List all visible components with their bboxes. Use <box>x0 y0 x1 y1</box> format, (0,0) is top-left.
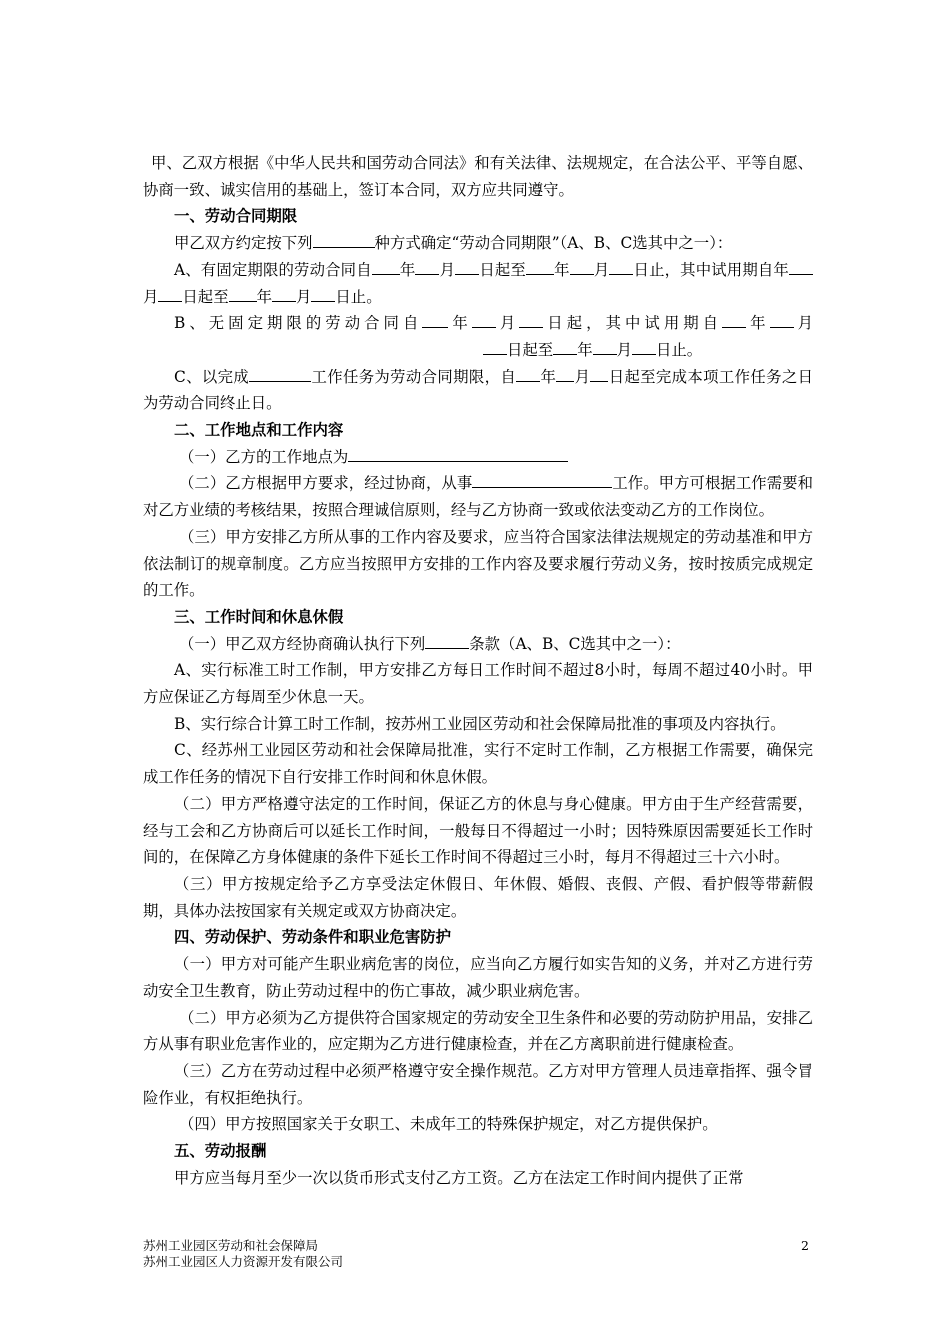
blank-field[interactable] <box>229 286 257 302</box>
blank-field[interactable] <box>553 339 577 355</box>
section-3-choice: （一）甲乙双方经协商确认执行下列 条款（A、B、C选其中之一）： <box>179 634 681 653</box>
section-3-option-b: B、实行综合计算工时工作制，按苏州工业园区劳动和社会保障局批准的事项及内容执行。 <box>174 714 786 733</box>
section-4-item-2: （二）甲方必须为乙方提供符合国家规定的劳动安全卫生条件和必要的劳动防护用品，安排乙方从事有职业危害作业的，应定期为乙方进行健康检查，并在乙方离职前进行健康检查。 <box>143 1008 813 1054</box>
section-1-choice: 甲乙双方约定按下列 种方式确定“劳动合同期限”（A、B、C选其中之一）： <box>174 234 733 253</box>
blank-field[interactable] <box>158 286 182 302</box>
section-1-heading: 一、劳动合同期限 <box>174 207 298 226</box>
section-4-item-1: （一）甲方对可能产生职业病危害的岗位，应当向乙方履行如实告知的义务，并对乙方进行劳动安全卫生教育，防止劳动过程中的伤亡事故，减少职业病危害。 <box>143 955 813 1000</box>
section-3-heading: 三、工作时间和休息休假 <box>174 607 344 626</box>
section-3-option-a: A、实行标准工时工作制，甲方安排乙方每日工作时间不超过8小时，每周不超过40小时。甲方应保证乙方每周至少休息一天。 <box>143 661 813 707</box>
section-1-option-c: C、以完成 工作任务为劳动合同期限，自 年 月 日起至完成本项工作任务之日为劳动合同终止日。 <box>143 367 813 413</box>
blank-field[interactable] <box>415 259 439 275</box>
blank-field[interactable] <box>556 366 574 382</box>
blank-field[interactable] <box>472 312 496 328</box>
section-1-option-b: B、无固定期限的劳动合同自 年 月 日起，其中试用期自 年 月日起至 年 月 日止。 <box>174 314 813 359</box>
blank-field[interactable] <box>425 633 469 649</box>
blank-field[interactable] <box>770 312 794 328</box>
blank-field[interactable] <box>311 286 335 302</box>
blank-field[interactable] <box>372 259 400 275</box>
section-2-heading: 二、工作地点和工作内容 <box>174 421 344 440</box>
blank-field[interactable] <box>570 259 594 275</box>
section-3-option-c: C、经苏州工业园区劳动和社会保障局批准，实行不定时工作制，乙方根据工作需要，确保完成工作任务的情况下自行安排工作时间和休息休假。 <box>143 741 813 787</box>
intro-paragraph: 甲、乙双方根据《中华人民共和国劳动合同法》和有关法律、法规规定，在合法公平、平等自愿、协商一致、诚实信用的基础上，签订本合同，双方应共同遵守。 <box>143 154 813 199</box>
blank-field[interactable] <box>249 366 311 382</box>
section-1-option-a: A、有固定期限的劳动合同自 年 月 日起至 年 月 日止，其中试用期自年月 日起至 年 月 日止。 <box>143 257 813 310</box>
section-2-job: （二）乙方根据甲方要求，经过协商，从事 工作。甲方可根据工作需要和对乙方业绩的考核结果，按照合理诚信原则，经与乙方协商一致或依法变动乙方的工作岗位。 <box>143 474 813 520</box>
blank-field[interactable] <box>483 339 507 355</box>
section-2-location: （一）乙方的工作地点为 <box>143 444 813 471</box>
section-4-heading: 四、劳动保护、劳动条件和职业危害防护 <box>174 928 452 947</box>
page-number: 2 <box>801 1238 809 1253</box>
blank-field[interactable] <box>272 286 296 302</box>
job-content-field[interactable] <box>472 472 612 488</box>
blank-field[interactable] <box>516 366 540 382</box>
work-location-field[interactable] <box>348 446 568 462</box>
blank-field[interactable] <box>455 259 479 275</box>
section-5-paragraph: 甲方应当每月至少一次以货币形式支付乙方工资。乙方在法定工作时间内提供了正常 <box>174 1168 744 1187</box>
section-5-heading: 五、劳动报酬 <box>174 1142 267 1161</box>
section-3-work-hours: （二）甲方严格遵守法定的工作时间，保证乙方的休息与身心健康。甲方由于生产经营需要，经与工会和乙方协商后可以延长工作时间，一般每日不得超过一小时；因特殊原因需要延长工作时间的，在保障乙方身体健康的条件下延长工作时间不得超过三小时，每月不得超过三十六小时。 <box>143 794 813 867</box>
blank-field[interactable] <box>789 259 813 275</box>
blank-field[interactable] <box>722 312 746 328</box>
section-2-requirements: （三）甲方安排乙方所从事的工作内容及要求，应当符合国家法律法规规定的劳动基准和甲方依法制订的规章制度。乙方应当按照甲方安排的工作内容及要求履行劳动义务，按时按质完成规定的工作。 <box>143 527 813 600</box>
section-4-item-3: （三）乙方在劳动过程中必须严格遵守安全操作规范。乙方对甲方管理人员违章指挥、强令冒险作业，有权拒绝执行。 <box>143 1061 813 1107</box>
section-4-item-4: （四）甲方按照国家关于女职工、未成年工的特殊保护规定，对乙方提供保护。 <box>179 1115 718 1134</box>
blank-field[interactable] <box>593 339 617 355</box>
blank-field[interactable] <box>526 259 554 275</box>
footer-issuer-2: 苏州工业园区人力资源开发有限公司 <box>143 1254 344 1269</box>
blank-field[interactable] <box>422 312 448 328</box>
blank-field[interactable] <box>609 259 633 275</box>
blank-field[interactable] <box>519 312 543 328</box>
section-3-holidays: （三）甲方按规定给予乙方享受法定休假日、年休假、婚假、丧假、产假、看护假等带薪假期，具体办法按国家有关规定或双方协商决定。 <box>143 874 813 920</box>
blank-field[interactable] <box>632 339 656 355</box>
page-footer <box>143 1238 813 1270</box>
footer-issuer-1: 苏州工业园区劳动和社会保障局 <box>143 1238 319 1253</box>
contract-body <box>143 150 813 1191</box>
blank-field[interactable] <box>313 232 375 248</box>
blank-field[interactable] <box>590 366 608 382</box>
